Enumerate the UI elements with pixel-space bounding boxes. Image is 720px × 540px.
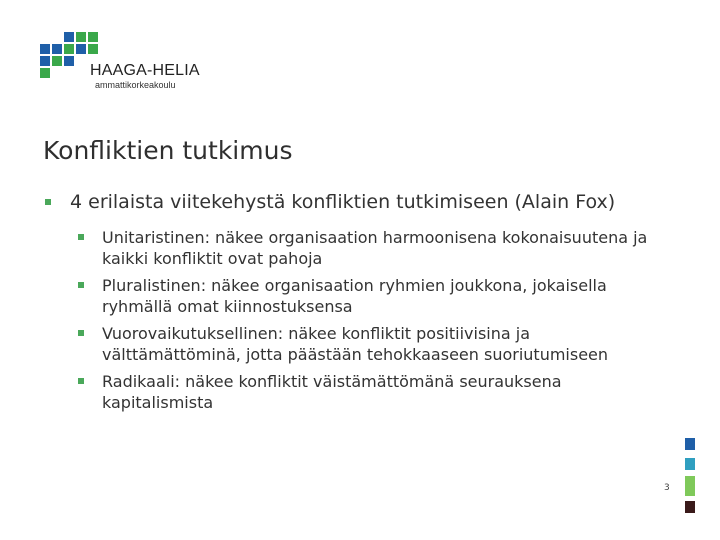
- sub-bullet: [78, 323, 664, 365]
- page-number: 3: [664, 483, 670, 493]
- sub-bullet-text: Unitaristinen: näkee organisaation harmoonisena kokonaisuutena ja kaikki konfliktit ovat pahoja: [102, 228, 648, 268]
- haaga-helia-logo: [40, 32, 210, 94]
- sub-bullet-text: Radikaali: näkee konfliktit väistämättömänä seurauksena kapitalismista: [102, 372, 562, 412]
- bullet-icon: [78, 282, 84, 288]
- bullet-icon: [78, 234, 84, 240]
- sub-bullet: [78, 371, 664, 413]
- sub-bullet: [78, 227, 664, 269]
- slide-title: Konfliktien tutkimus: [43, 136, 293, 165]
- main-bullet-text: 4 erilaista viitekehystä konfliktien tutkimiseen (Alain Fox): [70, 191, 616, 213]
- strip-segment: [685, 438, 695, 450]
- strip-segment: [685, 458, 695, 470]
- logo-subtitle: ammattikorkeakoulu: [95, 80, 176, 90]
- bullet-icon: [78, 378, 84, 384]
- main-bullet: [44, 190, 664, 215]
- bullet-icon: [78, 330, 84, 336]
- strip-segment: [685, 476, 695, 496]
- bullet-icon: [45, 199, 51, 205]
- strip-segment: [685, 501, 695, 513]
- sub-bullet-text: Vuorovaikutuksellinen: näkee konfliktit positiivisina ja välttämättöminä, jotta päästään tehokkaaseen suoriutumiseen: [102, 324, 609, 364]
- slide-content: [44, 190, 664, 419]
- logo-name: HAAGA-HELIA: [90, 62, 200, 79]
- sub-bullet-text: Pluralistinen: näkee organisaation ryhmien joukkona, jokaisella ryhmällä omat kiinnostuksensa: [102, 276, 607, 316]
- sub-bullet-list: [44, 227, 664, 413]
- sub-bullet: [78, 275, 664, 317]
